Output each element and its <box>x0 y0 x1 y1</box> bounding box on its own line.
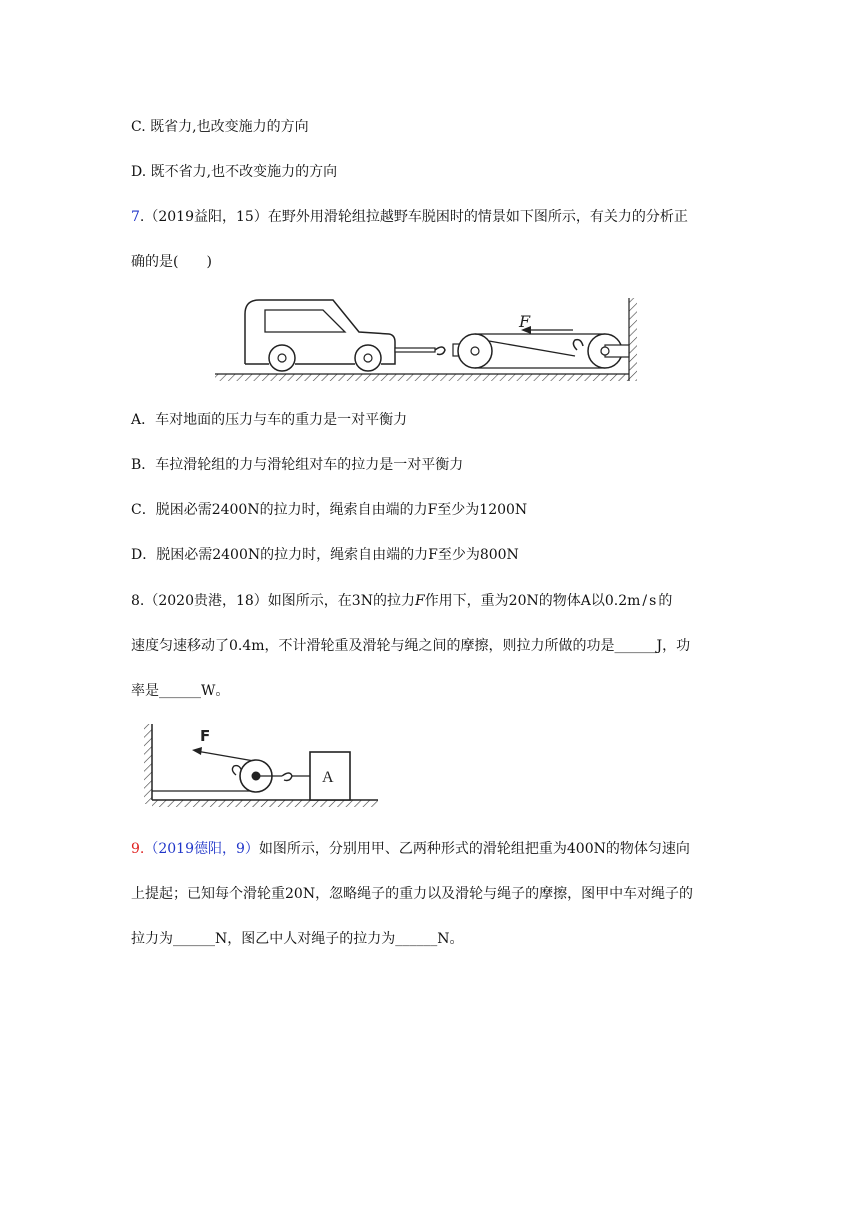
force-label-q8: F <box>200 727 211 745</box>
q7-figure-car-pulley <box>213 294 647 390</box>
question-9-stem <box>131 839 690 859</box>
question-8-text-c: 的 <box>658 593 673 609</box>
question-7-stem-cont: 确的是( ) <box>131 254 212 270</box>
force-label: F <box>519 312 531 331</box>
rope-force-q8 <box>208 753 254 761</box>
question-8-force-symbol: F <box>414 593 425 609</box>
option-d-q7: D．脱困必需2400N的拉力时，绳索自由端的力F至少为800N <box>131 547 519 563</box>
wall-hatch <box>629 298 637 381</box>
question-8-stem-end: 率是______W。 <box>131 683 230 699</box>
option-a-q7: A．车对地面的压力与车的重力是一对平衡力 <box>131 412 408 428</box>
question-8-text-b: 作用下，重为20N的物体A以0.2 <box>424 593 628 609</box>
option-d-q6: D. 既不省力,也不改变施力的方向 <box>131 164 338 180</box>
question-9-number: 9. <box>131 841 145 857</box>
question-9-source: （2019德阳，9） <box>144 841 259 857</box>
q8-figure-pulley-block <box>144 720 380 812</box>
rope-middle <box>489 341 575 356</box>
wall-hatch-q8 <box>144 724 152 804</box>
option-b-q7: B．车拉滑轮组的力与滑轮组对车的拉力是一对平衡力 <box>131 457 464 473</box>
question-7-number: 7 <box>131 209 140 225</box>
car-rear-wheel <box>269 345 295 371</box>
hook-right-q8 <box>282 773 292 781</box>
question-9-stem-cont: 上提起；已知每个滑轮重20N，忽略绳子的重力以及滑轮与绳子的摩擦，图甲中车对绳子的 <box>131 886 694 902</box>
car-window <box>265 310 345 332</box>
hook-left <box>435 347 445 355</box>
question-8-stem-cont: 速度匀速移动了0.4m，不计滑轮重及滑轮与绳之间的摩擦，则拉力所做的功是______J，功 <box>131 638 691 654</box>
option-c-q7: C．脱困必需2400N的拉力时，绳索自由端的力F至少为1200N <box>131 502 528 518</box>
question-9-text: 如图所示，分别用甲、乙两种形式的滑轮组把重为400N的物体匀速向 <box>258 841 690 857</box>
ground-hatch-q8 <box>152 800 378 807</box>
question-8-unit: m/s <box>627 593 659 609</box>
question-7-text: .（2019益阳，15）在野外用滑轮组拉越野车脱困时的情景如下图所示，有关力的分析正 <box>139 209 688 225</box>
question-8-stem <box>131 591 672 611</box>
block-a-label: A <box>322 769 334 786</box>
ground-hatch <box>215 374 629 381</box>
option-c-q6: C. 既省力,也改变施力的方向 <box>131 119 309 135</box>
movable-pulley <box>458 334 492 368</box>
question-9-stem-end: 拉力为______N，图乙中人对绳子的拉力为______N。 <box>131 931 464 947</box>
car-front-wheel <box>355 345 381 371</box>
hook-right <box>573 340 583 350</box>
tow-bar <box>395 348 435 352</box>
question-7-stem <box>131 207 688 227</box>
question-8-text-a: 8.（2020贵港，18）如图所示，在3N的拉力 <box>131 593 415 609</box>
